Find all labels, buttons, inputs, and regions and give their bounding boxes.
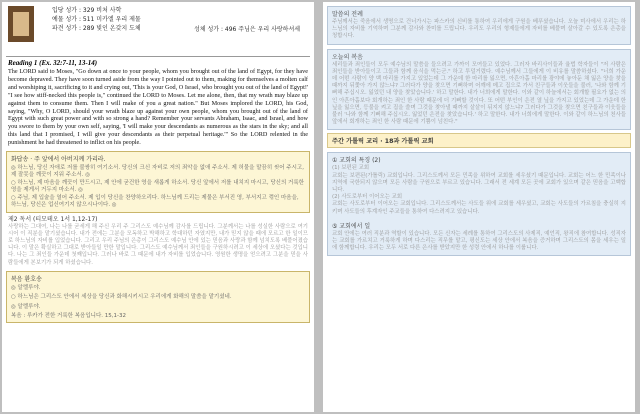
acclamation-line-1: ◎ 알렐루야.	[11, 284, 41, 291]
liturgy-title: 말씀의 전례	[332, 11, 363, 18]
gospel-reference: 복음 : 루카가 전한 거룩한 복음입니다. 15,1-32	[11, 312, 127, 319]
catechism-text: (1) 보편된 교회 교회는 보편된(가톨릭) 교회입니다. 그리스도께서 모든 민족을 위하여 교회를 세우셨기 때문입니다. 교회는 어느 한 민족이나 지역에 국한되지 않으며 모든 사람을 구원으로 부르고 있습니다. 그래서 전 세계 모든 곳에 교회가 있으며 같은 믿음을 고백합니다. (2) 사도로부터 이어오는 교회 교회는 사도로부터 이어오는 교회입니다. 그리스도께서는 사도들 위에 교회를 세우셨고, 교회는 사도들의 가르침을 충실히 지키며 사도들의 후계자인 주교들을 통하여 다스려지고 있습니다.	[332, 165, 626, 215]
acclamation-line-3: ◎ 알렐루야.	[11, 303, 41, 310]
teaching-title: ⑤ 교회에서 일	[332, 222, 371, 230]
liturgy-box	[327, 6, 631, 45]
book-icon	[8, 6, 34, 42]
gospel-acclamation-title: 복음 환호송	[11, 275, 42, 283]
acclamation-line-2: ○ 하느님은 그리스도 안에서 세상을 당신과 화해시키시고 우리에게 화해의 말씀을 맡기셨네.	[11, 294, 232, 301]
left-page	[2, 2, 314, 412]
first-reading-title: Reading 1 (Ex. 32:7-11, 13-14)	[8, 59, 98, 67]
teaching-text: 교회 안에는 여러 직분과 역할이 있습니다. 모든 신자는 세례를 통하여 그리스도의 사제직, 예언직, 왕직에 참여합니다. 성직자는 교회를 가르치고 거룩하게 하며 다스리는 직무를 맡고, 평신도는 세상 안에서 복음을 증거하며 그리스도의 몸을 세우는 일에 함께합니다. 우리는 모두 서로 다른 은사를 받았지만 한 성령 안에서 하나를 이룹니다.	[332, 230, 626, 252]
gospel-title: 오늘의 복음	[332, 53, 363, 61]
communion-hymn: 성체 성가 : 496 주님은 우리 사랑하셔세	[194, 26, 301, 33]
recessional-hymn: 파견 성가 : 289 빛인 온갖지 도체	[52, 25, 141, 32]
psalm-title: 화답송 · 주 앞에서 아버지께 가리라.	[11, 156, 106, 164]
entrance-hymn: 입당 성가 : 329 비처 사학	[52, 7, 122, 14]
offertory-hymn: 예물 성가 : 511 미카엘 우리 제물	[52, 16, 141, 23]
catechism-title: ① 교회의 특징 (2)	[332, 157, 381, 165]
psalm-box	[6, 151, 310, 212]
psalm-text: ◎ 하느님, 당신 자애로 저를 불쌍히 여기소서. 당신의 크신 자비로 저의 죄악을 없애 주소서. 제 허물을 말끔히 씻어 주시고, 제 잘못을 깨끗이 지워 주소서. ◎ ○ 하느님, 제 마음을 깨끗이 만드시고, 제 안에 굳건한 영을 새롭게 하소서. 당신 앞에서 저를 내치지 마시고, 당신의 거룩한 영을 제게서 거두지 마소서. ◎ ○ 주님, 제 입술을 열어 주소서. 제 입이 당신을 찬양하오리다. 하느님께 드리는 제물은 부서진 영, 부서지고 꺾인 마음을, 하느님, 당신은 업신여기지 않으시나이다. ◎	[11, 165, 304, 209]
gospel-acclamation-box	[6, 271, 310, 324]
second-reading-title: 제2 독서 (티모테오 1서 1,12-17)	[8, 215, 98, 223]
liturgy-text: 주님께서는 죽음에서 생명으로 건너가시는 파스카의 신비를 통하여 우리에게 구원을 베푸셨습니다. 오늘 미사에서 우리는 하느님의 자비를 기억하며 그분께 감사와 찬미를 드립니다. 우리도 우리의 형제들에게 자비를 베풀며 살아갈 수 있도록 은총을 청합시다.	[332, 19, 626, 40]
divider	[6, 56, 310, 57]
right-page	[323, 2, 635, 412]
second-reading	[8, 216, 308, 267]
hymn-list	[52, 6, 141, 33]
gospel-box	[327, 49, 631, 131]
first-reading-text: The LORD said to Moses, "Go down at once to your people, whom you brought out of the land of Egypt, for they have become depraved. They have soon turned aside from the way I pointed out to them, making for themselves a molten calf and worshiping it, sacrificing to it and crying out, 'This is your God, O Israel, who brought you out of the land of Egypt!' "I see how stiff-necked this people is," continued the LORD to Moses. Let me alone, then, that my wrath may blaze up against them to consume them. Then I will make of you a great nation." But Moses implored the LORD, his God, saying, "Why, O LORD, should your wrath blaze up against your own people, whom you brought out of the land of Egypt with such great power and with so strong a hand? Remember your servants Abraham, Isaac, and Israel, and how you swore to them by your own self, saying, 'I will make your descendants as numerous as the stars in the sky; and all this land that I promised, I will give your descendants as their perpetual heritage.'" So the LORD relented in the punishment he had threatened to inflict on his people.	[8, 68, 308, 147]
gospel-text: 세리들과 죄인들이 모두 예수님의 말씀을 들으려고 가까이 모여들고 있었다. 그러자 바리사이들과 율법 학자들이 "저 사람은 죄인들을 받아들이고 그들과 함께 음식을 먹는군." 하고 투덜거렸다. 예수님께서 그들에게 이 비유를 말씀하셨다. "너희 가운데 어떤 사람이 양 백 마리를 가지고 있었는데 그 가운데 한 마리를 잃으면, 아흔아홉 마리를 광야에 놓아둔 채 잃은 양을 찾을 때까지 뒤쫓아 가지 않느냐? 그러다가 양을 찾으면 기뻐하며 어깨에 메고 집으로 가서 친구들과 이웃들을 불러, '나와 함께 기뻐해 주십시오. 잃었던 내 양을 찾았습니다.' 하고 말한다. 내가 너희에게 말한다. 이와 같이 하늘에서는 회개할 필요가 없는 의인 아흔아홉보다 회개하는 죄인 한 사람 때문에 더 기뻐할 것이다. 또 어떤 부인이 은전 열 닢을 가지고 있었는데 그 가운데 한 닢을 잃으면, 등불을 켜고 집을 쓸며 그것을 찾아낼 때까지 샅샅이 뒤지지 않느냐? 그러다가 그것을 찾으면 친구들과 이웃들을 불러 '나와 함께 기뻐해 주십시오. 잃었던 은전을 찾았습니다.' 하고 말한다. 내가 너희에게 말한다. 이와 같이 하느님의 천사들 앞에서 회개하는 죄인 한 사람 때문에 기쁨이 넘친다."	[332, 61, 626, 126]
catechism-box	[327, 152, 631, 256]
catechism-section-header: 주간 가톨릭 교리 · 18과 가톨릭 교회	[327, 133, 631, 148]
hymn-header	[6, 4, 310, 56]
second-reading-text: 사랑하는 그대여, 나는 나를 굳세게 해 주신 우리 주 그리스도 예수님께 감사를 드립니다. 그분께서는 나를 성실한 사람으로 여기시어 이 직분을 맡기셨습니다. 내가 전에는 그분을 모독하고 박해하고 학대하던 자였지만, 내가 믿지 않을 때에 모르고 한 일이므로 하느님의 자비를 입었습니다. 그리고 우리 주님의 은총이 그리스도 예수님 안에 있는 믿음과 사랑과 함께 넘치도록 베풀어졌습니다. 이 말은 확실하고 그대로 받아들일 만한 말입니다. 그리스도 예수님께서 죄인들을 구원하시려고 이 세상에 오셨다는 것입니다. 나는 그 죄인들 가운데 첫째입니다. 그러나 바로 그 때문에 내가 자비를 입었습니다. 영원한 생명을 얻으려고 그분을 믿을 사람들에게 본보기가 되게 하셨습니다.	[8, 223, 308, 266]
first-reading	[8, 59, 308, 147]
